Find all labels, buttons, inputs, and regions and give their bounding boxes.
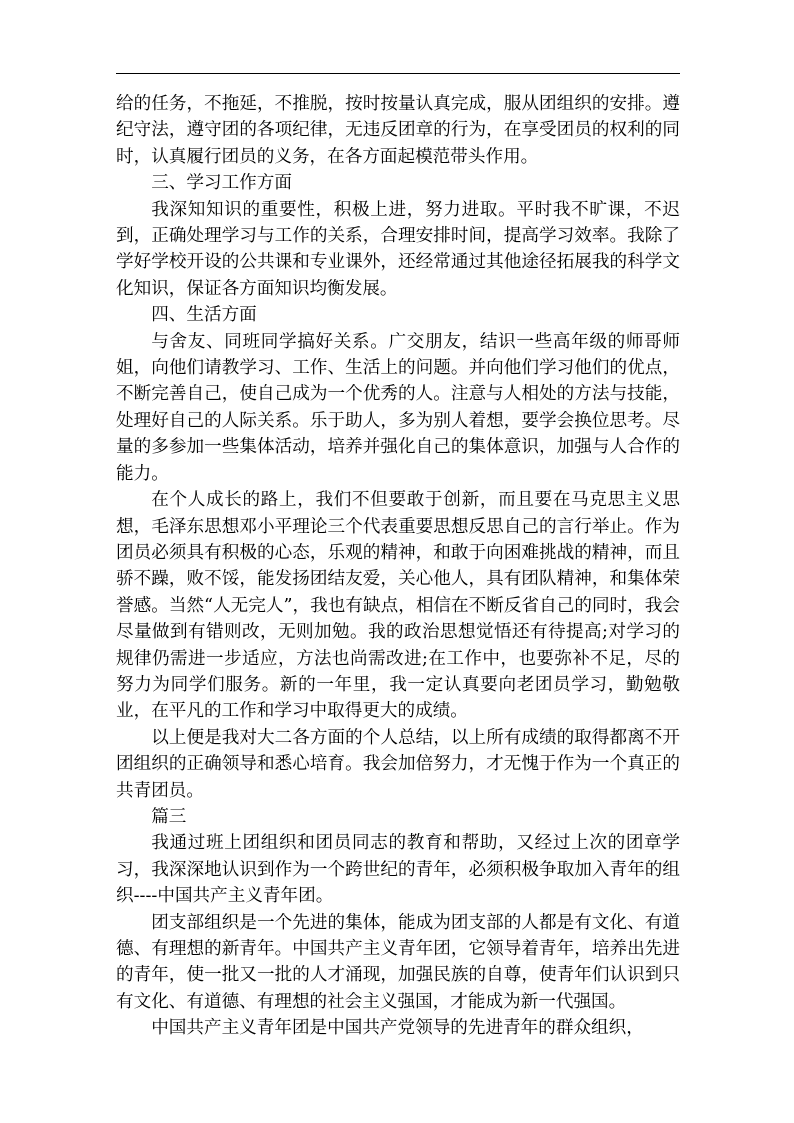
- paragraph: 团支部组织是一个先进的集体，能成为团支部的人都是有文化、有道德、有理想的新青年。中国共产主义青年团，它领导着青年，培养出先进的青年，使一批又一批的人才涌现，加强民族的自尊，使青年们认识到只有文化、有道德、有理想的社会主义强国，才能成为新一代强国。: [116, 912, 680, 1012]
- section-heading: 四、生活方面: [151, 305, 257, 326]
- paragraph: 我通过班上团组织和团员同志的教育和帮助，又经过上次的团章学习，我深深地认识到作为一个跨世纪的青年，必须积极争取加入青年的组织----中国共产主义青年团。: [116, 833, 680, 907]
- section-heading: 三、学习工作方面: [151, 173, 292, 194]
- paragraph: 以上便是我对大二各方面的个人总结，以上所有成绩的取得都离不开团组织的正确领导和悉心培育。我会加倍努力，才无愧于作为一个真正的共青团员。: [116, 727, 680, 801]
- paragraph: 在个人成长的路上，我们不但要敢于创新，而且要在马克思主义思想，毛泽东思想邓小平理论三个代表重要思想反思自己的言行举止。作为团员必须具有积极的心态，乐观的精神，和敢于向困难挑战的精神，而且骄不躁，败不馁，能发扬团结友爱，关心他人，具有团队精神，和集体荣誉感。当然“人无完人”，我也有缺点，相信在不断反省自己的同时，我会尽量做到有错则改，无则加勉。我的政治思想觉悟还有待提高;对学习的规律仍需进一步适应，方法也尚需改进;在工作中，也要弥补不足，尽的努力为同学们服务。新的一年里，我一定认真要向老团员学习，勤勉敬业，在平凡的工作和学习中取得更大的成绩。: [116, 490, 680, 722]
- paragraph: 我深知知识的重要性，积极上进，努力进取。平时我不旷课，不迟到，正确处理学习与工作的关系，合理安排时间，提高学习效率。我除了学好学校开设的公共课和专业课外，还经常通过其他途径拓展我的科学文化知识，保证各方面知识均衡发展。: [116, 199, 680, 299]
- section-heading: 篇三: [151, 806, 187, 827]
- header-rule: [116, 73, 680, 74]
- paragraph: 中国共产主义青年团是中国共产党领导的先进青年的群众组织，: [151, 1018, 644, 1039]
- document-body: [116, 91, 680, 1042]
- paragraph: 与舍友、同班同学搞好关系。广交朋友，结识一些高年级的师哥师姐，向他们请教学习、工作、生活上的问题。并向他们学习他们的优点，不断完善自己，使自己成为一个优秀的人。注意与人相处的方法与技能，处理好自己的人际关系。乐于助人，多为别人着想，要学会换位思考。尽量的多参加一些集体活动，培养并强化自己的集体意识，加强与人合作的能力。: [116, 331, 680, 484]
- paragraph: 给的任务，不拖延，不推脱，按时按量认真完成，服从团组织的安排。遵纪守法，遵守团的各项纪律，无违反团章的行为，在享受团员的权利的同时，认真履行团员的义务，在各方面起模范带头作用。: [116, 94, 680, 167]
